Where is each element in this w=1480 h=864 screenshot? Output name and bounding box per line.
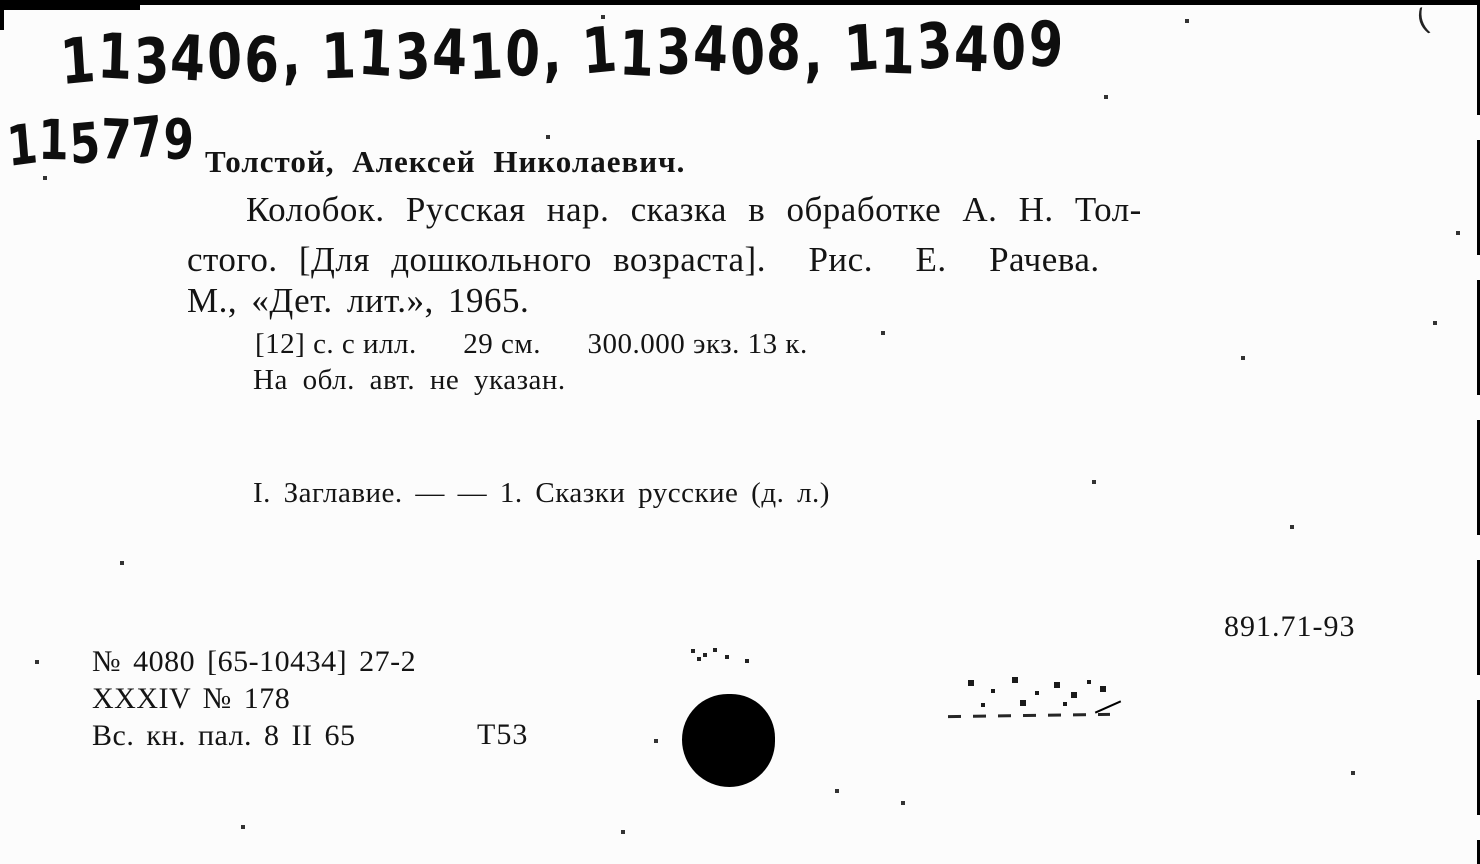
footer-series-number: XXXIV № 178 xyxy=(92,682,291,715)
collation-line: [12] с. с илл. 29 см. 300.000 экз. 13 к. xyxy=(255,328,808,360)
title-line-3: М., «Дет. лит.», 1965. xyxy=(187,281,530,320)
scan-edge-top xyxy=(0,0,1480,5)
punch-hole xyxy=(682,694,775,787)
pencil-specks xyxy=(688,648,690,650)
title-line-2: стого. [Для дошкольного возраста]. Рис. Е. Рачева. xyxy=(187,240,1100,279)
classification-number: 891.71-93 xyxy=(1224,610,1356,643)
footer-chamber-date: Вс. кн. пал. 8 II 65 xyxy=(92,719,356,752)
scan-edge-left xyxy=(0,0,4,30)
stamp-smudge-line xyxy=(948,713,1110,718)
accession-number: 115779 xyxy=(4,102,195,180)
author-mark: Т53 xyxy=(477,718,529,751)
scan-corner-mark: ( xyxy=(1412,2,1434,40)
handwritten-numbers: 113406, 113410, 113408, 113409 xyxy=(58,7,1067,100)
dust-specks xyxy=(0,0,2,2)
footer-order-number: № 4080 [65-10434] 27-2 xyxy=(92,645,417,678)
stamp-smudge xyxy=(952,676,954,678)
scan-edge-top-left xyxy=(0,0,140,10)
author-heading: Толстой, Алексей Николаевич. xyxy=(205,144,686,179)
note-line: На обл. авт. не указан. xyxy=(253,364,566,396)
tracings-line: I. Заглавие. — — 1. Сказки русские (д. л.) xyxy=(253,477,830,509)
title-line-1: Колобок. Русская нар. сказка в обработке А. Н. Тол- xyxy=(246,190,1142,229)
stamp-smudge-tick xyxy=(1095,700,1121,713)
